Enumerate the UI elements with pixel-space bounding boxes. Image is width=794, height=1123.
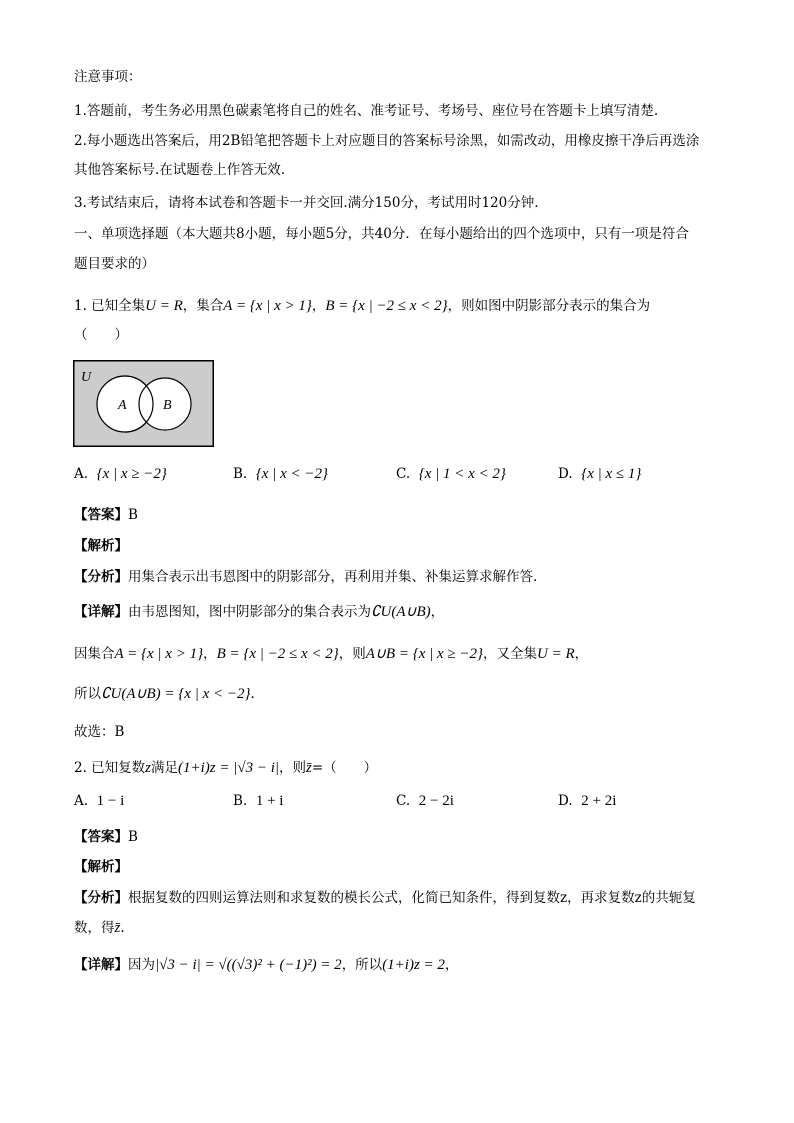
q1-math-set-b: B = {x | −2 ≤ x < 2} xyxy=(325,298,448,314)
q2-option-b-expr: 1 + i xyxy=(255,793,284,809)
q2-option-d-expr: 2 + 2i xyxy=(581,793,617,809)
q1-detail-2-e: ， xyxy=(574,646,589,662)
notice-item-1: 1.答题前，考生务必用黑色碳素笔将自己的姓名、准考证号、考场号、座位号在答题卡上填写清楚. xyxy=(74,103,659,119)
q1-math-set-a: A = {x | x > 1} xyxy=(223,298,312,314)
venn-label-u: U xyxy=(81,370,92,385)
q2-option-c-expr: 2 − 2i xyxy=(418,793,454,809)
q2-text-4: =（ ） xyxy=(311,760,378,776)
notice-item-2-cont: 其他答案标号.在试题卷上作答无效. xyxy=(74,162,286,178)
q1-option-c-expr: {x | 1 < x < 2} xyxy=(418,466,506,482)
q1-fenxi-text: 用集合表示出韦恩图中的阴影部分，再利用并集、补集运算求解作答. xyxy=(128,569,538,585)
q2-fenxi-2-b: . xyxy=(120,920,125,936)
notice-item-3: 3.考试结束后，请将本试卷和答题卡一并交回.满分150分，考试用时120分钟. xyxy=(74,195,539,211)
q1-text-4: ，则如图中阴影部分表示的集合为 xyxy=(447,298,651,314)
notice-item-2: 2.每小题选出答案后，用2B铅笔把答题卡上对应题目的答案标号涂黑，如需改动，用橡皮擦干净后再选涂 xyxy=(74,133,700,149)
q1-detail-tag: 【详解】 xyxy=(74,604,128,620)
q2-answer xyxy=(74,827,138,847)
q2-detail-m1: |√3 − i| = √((√3)² + (−1)²) = 2 xyxy=(155,957,342,973)
q1-answer-value: B xyxy=(128,507,138,523)
q2-answer-value: B xyxy=(128,829,138,845)
q2-fenxi-2-math: z̄ xyxy=(114,920,121,936)
q1-fenxi xyxy=(74,567,537,587)
q1-detail-3-b: . xyxy=(250,686,255,702)
q1-paren: （ ） xyxy=(74,327,128,343)
q1-detail-1-math: ∁U(A∪B) xyxy=(371,604,431,620)
q1-option-a-expr: {x | x ≥ −2} xyxy=(96,466,167,482)
q1-option-b-label: B. xyxy=(233,466,248,482)
q1-analysis-label: 【解析】 xyxy=(74,538,128,554)
q1-option-a-label: A. xyxy=(74,466,89,482)
q1-option-b-expr: {x | x < −2} xyxy=(255,466,328,482)
q2-detail-c: ， xyxy=(444,957,459,973)
q1-detail-2-c: ，则 xyxy=(338,646,366,662)
q1-detail-1-end: ， xyxy=(430,604,445,620)
q2-fenxi-text-1: 根据复数的四则运算法则和求复数的模长公式，化简已知条件，得到复数z，再求复数z的共轭复 xyxy=(128,890,696,906)
q1-analysis-tag xyxy=(74,536,128,556)
q2-text-1: 2. 已知复数 xyxy=(74,760,146,776)
q1-option-b xyxy=(233,466,328,483)
q2-detail xyxy=(74,955,458,975)
q2-stem xyxy=(74,758,377,778)
q1-detail-3-math: ∁U(A∪B) = {x | x < −2} xyxy=(101,686,251,702)
q2-detail-tag: 【详解】 xyxy=(74,957,128,973)
q1-detail-2-a: 因集合 xyxy=(74,646,115,662)
q1-detail-2-m3: A∪B = {x | x ≥ −2} xyxy=(365,646,483,662)
q1-detail-3 xyxy=(74,684,255,704)
q2-text-2: 满足 xyxy=(151,760,179,776)
venn-label-b: B xyxy=(163,398,172,413)
q1-stem xyxy=(74,296,650,316)
q2-option-c xyxy=(396,793,454,810)
q1-detail-2-m4: U = R xyxy=(537,646,575,662)
q2-detail-b: ，所以 xyxy=(341,957,383,973)
section-title: 一、单项选择题（本大题共8小题，每小题5分，共40分．在每小题给出的四个选项中，只有一项是符合 xyxy=(74,226,689,242)
q2-option-a-label: A. xyxy=(74,793,89,809)
q2-analysis-tag xyxy=(74,857,128,877)
q1-detail-2-m1: A = {x | x > 1} xyxy=(114,646,204,662)
q2-detail-a: 因为 xyxy=(128,957,155,973)
q2-analysis-label: 【解析】 xyxy=(74,859,128,875)
venn-label-a: A xyxy=(118,398,127,413)
q2-math-z: z xyxy=(145,760,152,776)
q2-text-3: ，则 xyxy=(279,760,307,776)
q2-option-d-label: D. xyxy=(558,793,573,809)
q1-detail-2-d: ，又全集 xyxy=(483,646,537,662)
q1-text-3: ， xyxy=(311,298,326,314)
q2-math-eq: (1+i)z = |√3 − i| xyxy=(178,760,280,776)
q1-detail-2 xyxy=(74,644,588,664)
q1-text-2: ，集合 xyxy=(182,298,224,314)
q1-detail-2-b: ， xyxy=(203,646,217,662)
section-title-cont: 题目要求的） xyxy=(74,256,155,272)
q1-math-universal: U = R xyxy=(145,298,183,314)
q1-detail-3-a: 所以 xyxy=(74,686,101,702)
notice-heading: 注意事项： xyxy=(74,69,142,85)
q2-option-c-label: C. xyxy=(396,793,411,809)
venn-diagram xyxy=(73,360,214,447)
q1-option-d xyxy=(558,466,641,483)
q2-answer-tag: 【答案】 xyxy=(74,829,128,845)
q1-detail-1 xyxy=(74,602,444,622)
q1-option-c xyxy=(396,466,506,483)
q2-option-a xyxy=(74,793,124,810)
q2-math-zbar: z̄ xyxy=(306,760,312,776)
q2-fenxi-1 xyxy=(74,888,696,908)
q1-option-a xyxy=(74,466,167,483)
q1-detail-1-text: 由韦恩图知，图中阴影部分的集合表示为 xyxy=(128,604,371,620)
q1-detail-2-m2: B = {x | −2 ≤ x < 2} xyxy=(216,646,339,662)
q1-option-c-label: C. xyxy=(396,466,411,482)
q2-fenxi-tag: 【分析】 xyxy=(74,890,128,906)
q1-answer-tag: 【答案】 xyxy=(74,507,128,523)
q1-fenxi-tag: 【分析】 xyxy=(74,569,128,585)
q2-fenxi-2 xyxy=(74,918,125,938)
q1-option-d-label: D. xyxy=(558,466,573,482)
q2-detail-m2: (1+i)z = 2 xyxy=(382,957,445,973)
q1-choose: 故选：B xyxy=(74,724,125,740)
q2-option-b xyxy=(233,793,283,810)
q1-answer xyxy=(74,505,138,525)
q2-option-d xyxy=(558,793,616,810)
q1-option-d-expr: {x | x ≤ 1} xyxy=(581,466,642,482)
q2-option-a-expr: 1 − i xyxy=(96,793,125,809)
q1-text-1: 1. 已知全集 xyxy=(74,298,146,314)
q2-fenxi-2-a: 数，得 xyxy=(74,920,115,936)
q2-option-b-label: B. xyxy=(233,793,248,809)
